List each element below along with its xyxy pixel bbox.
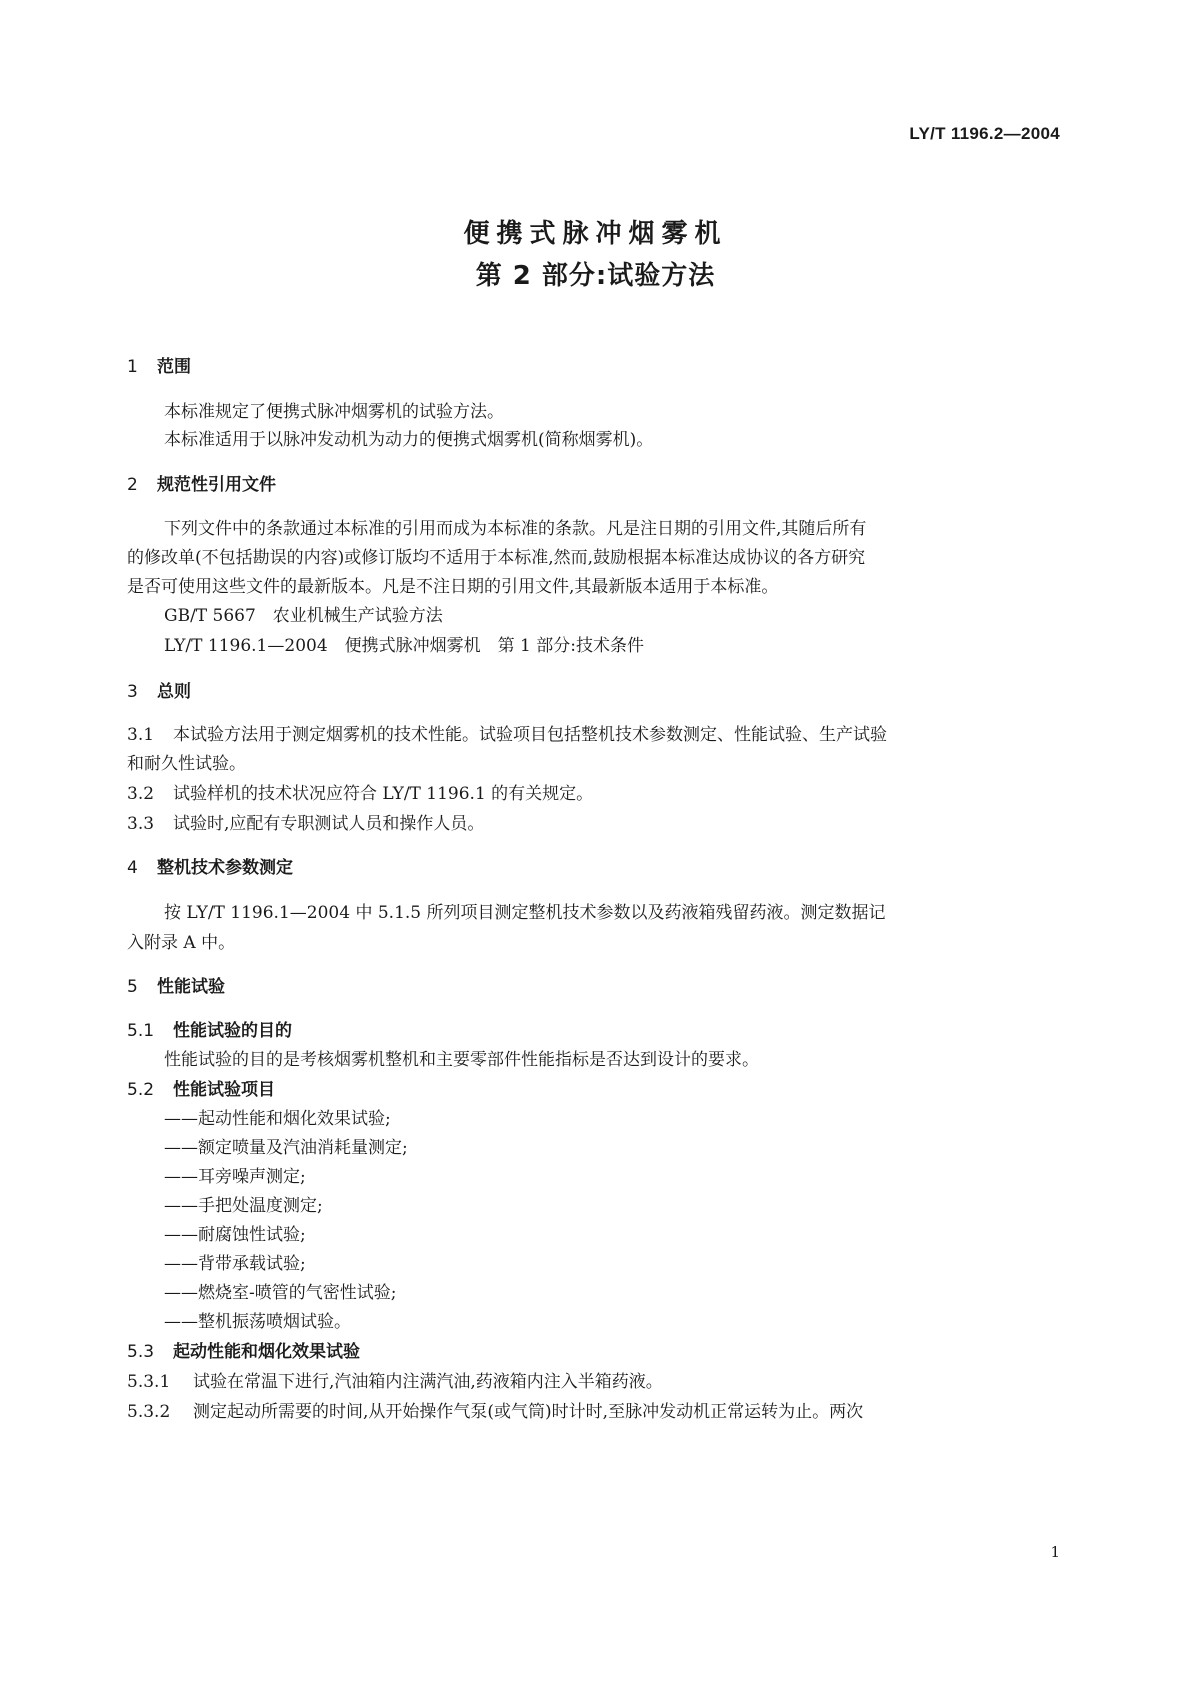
paragraph: 按 LY/T 1196.1—2004 中 5.1.5 所列项目测定整机技术参数以及药液箱残留药液。测定数据记 — [164, 903, 886, 923]
subsection-5-3-heading — [127, 1337, 360, 1362]
section-2-heading — [127, 470, 276, 495]
section-number: 4 — [127, 858, 138, 878]
subsection-title: 性能试验项目 — [173, 1080, 275, 1100]
paragraph: 和耐久性试验。 — [127, 754, 246, 774]
subsection-number: 5.1 — [127, 1021, 155, 1041]
paragraph: 本标准适用于以脉冲发动机为动力的便携式烟雾机(简称烟雾机)。 — [164, 430, 654, 450]
section-title: 总则 — [157, 682, 191, 702]
list-item: ——额定喷量及汽油消耗量测定; — [164, 1138, 408, 1158]
clause-text: 试验样机的技术状况应符合 LY/T 1196.1 的有关规定。 — [173, 784, 594, 804]
paragraph: 的修改单(不包括勘误的内容)或修订版均不适用于本标准,然而,鼓励根据本标准达成协议的各方研究 — [127, 548, 866, 568]
subsection-number: 5.3 — [127, 1342, 155, 1362]
list-item: ——背带承载试验; — [164, 1254, 306, 1274]
section-number: 1 — [127, 357, 138, 377]
page-number: 1 — [1050, 1543, 1060, 1561]
doc-title: 便携式脉冲烟雾机 — [463, 219, 728, 249]
list-item: ——耳旁噪声测定; — [164, 1167, 306, 1187]
subsection-number: 5.2 — [127, 1080, 155, 1100]
standard-code: LY/T 1196.2—2004 — [909, 124, 1060, 143]
section-title: 性能试验 — [157, 977, 225, 997]
subsection-title: 性能试验的目的 — [173, 1021, 292, 1041]
clause-number: 3.3 — [127, 814, 155, 834]
section-3-heading — [127, 677, 191, 702]
section-number: 3 — [127, 682, 138, 702]
clause-5-3-2 — [127, 1397, 863, 1422]
clause-text: 测定起动所需要的时间,从开始操作气泵(或气筒)时计时,至脉冲发动机正常运转为止。两次 — [193, 1402, 864, 1422]
clause-3-2 — [127, 779, 593, 804]
paragraph: 是否可使用这些文件的最新版本。凡是不注日期的引用文件,其最新版本适用于本标准。 — [127, 577, 779, 597]
section-1-heading — [127, 352, 191, 377]
section-title: 范围 — [157, 357, 191, 377]
section-title: 规范性引用文件 — [157, 475, 276, 495]
clause-number: 5.3.2 — [127, 1402, 171, 1422]
clause-text: 试验时,应配有专职测试人员和操作人员。 — [173, 814, 485, 834]
clause-number: 3.2 — [127, 784, 155, 804]
list-item: ——起动性能和烟化效果试验; — [164, 1109, 391, 1129]
clause-number: 3.1 — [127, 725, 155, 745]
paragraph: 入附录 A 中。 — [127, 933, 236, 953]
section-5-heading — [127, 972, 225, 997]
clause-text: 本试验方法用于测定烟雾机的技术性能。试验项目包括整机技术参数测定、性能试验、生产试验 — [173, 725, 887, 745]
section-number: 5 — [127, 977, 138, 997]
clause-3-1 — [127, 720, 887, 745]
paragraph: 性能试验的目的是考核烟雾机整机和主要零部件性能指标是否达到设计的要求。 — [164, 1050, 759, 1070]
clause-5-3-1 — [127, 1367, 663, 1392]
doc-subtitle: 第 2 部分:试验方法 — [475, 261, 716, 291]
paragraph: 下列文件中的条款通过本标准的引用而成为本标准的条款。凡是注日期的引用文件,其随后所有 — [164, 519, 867, 539]
section-4-heading — [127, 853, 293, 878]
clause-number: 5.3.1 — [127, 1372, 171, 1392]
list-item: ——耐腐蚀性试验; — [164, 1225, 306, 1245]
clause-text: 试验在常温下进行,汽油箱内注满汽油,药液箱内注入半箱药液。 — [193, 1372, 663, 1392]
section-number: 2 — [127, 475, 138, 495]
list-item: ——整机振荡喷烟试验。 — [164, 1312, 351, 1332]
section-title: 整机技术参数测定 — [157, 858, 293, 878]
subsection-title: 起动性能和烟化效果试验 — [173, 1342, 360, 1362]
list-item: ——手把处温度测定; — [164, 1196, 323, 1216]
reference-item: GB/T 5667 农业机械生产试验方法 — [164, 606, 443, 626]
paragraph: 本标准规定了便携式脉冲烟雾机的试验方法。 — [164, 402, 504, 422]
reference-item: LY/T 1196.1—2004 便携式脉冲烟雾机 第 1 部分:技术条件 — [164, 636, 644, 656]
subsection-5-2-heading — [127, 1075, 275, 1100]
list-item: ——燃烧室-喷管的气密性试验; — [164, 1283, 397, 1303]
subsection-5-1-heading — [127, 1016, 292, 1041]
clause-3-3 — [127, 809, 484, 834]
